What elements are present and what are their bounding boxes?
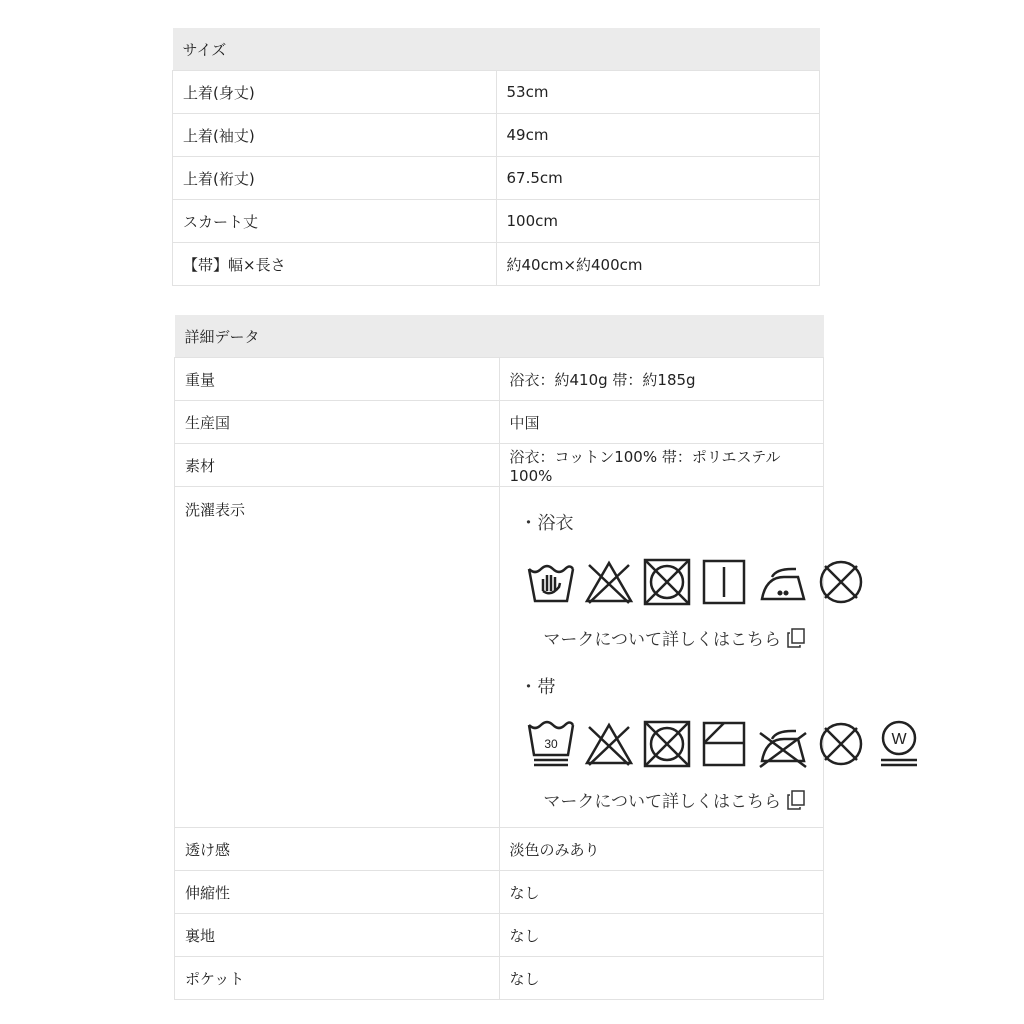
care-symbols-cell <box>499 487 907 828</box>
row-label: ポケット <box>175 957 500 1000</box>
no-tumble-dry-icon <box>642 557 692 607</box>
size-table <box>172 28 820 286</box>
table-row <box>173 157 820 200</box>
row-label: 上着(身丈) <box>173 71 497 114</box>
care-info-link[interactable] <box>543 625 805 650</box>
wash-30-gentle-icon <box>526 719 576 769</box>
yukata-care-icons <box>526 557 866 607</box>
drip-dry-shade-icon <box>700 719 750 769</box>
table-row <box>175 401 824 444</box>
iron-low-icon <box>758 557 808 607</box>
row-value: 約40cm×約400cm <box>496 243 820 286</box>
table-row <box>173 200 820 243</box>
line-dry-icon <box>700 557 750 607</box>
table-row <box>175 871 824 914</box>
no-iron-icon <box>758 719 808 769</box>
table-row <box>173 243 820 286</box>
no-tumble-dry-icon <box>642 719 692 769</box>
no-dry-clean-icon <box>816 557 866 607</box>
table-row <box>173 114 820 157</box>
no-bleach-icon <box>584 719 634 769</box>
no-dry-clean-icon <box>816 719 866 769</box>
row-value: 中国 <box>499 401 824 444</box>
table-row <box>175 957 824 1000</box>
row-value: 浴衣：約410g 帯：約185g <box>499 358 824 401</box>
row-value: 49cm <box>496 114 820 157</box>
row-label: 生産国 <box>175 401 500 444</box>
table-row <box>173 71 820 114</box>
row-label: 重量 <box>175 358 500 401</box>
size-table-header: サイズ <box>173 28 820 71</box>
detail-table <box>174 315 907 1000</box>
table-row <box>175 358 824 401</box>
row-label: 伸縮性 <box>175 871 500 914</box>
care-info-link[interactable] <box>543 787 805 812</box>
hand-wash-icon <box>526 557 576 607</box>
care-link-text[interactable]: マークについて詳しくはこちら <box>543 630 781 650</box>
row-label: 【帯】幅×長さ <box>173 243 497 286</box>
row-value: なし <box>499 957 824 1000</box>
row-value: なし <box>499 914 824 957</box>
wash-temp-label: 30 <box>543 737 558 751</box>
care-link-text[interactable]: マークについて詳しくはこちら <box>543 792 781 812</box>
obi-care-title: ・帯 <box>519 677 556 698</box>
table-row <box>175 444 824 487</box>
care-row <box>175 487 824 828</box>
table-row <box>175 914 824 957</box>
row-label: 透け感 <box>175 828 500 871</box>
row-value: 53cm <box>496 71 820 114</box>
row-label: 上着(裄丈) <box>173 157 497 200</box>
yukata-care-title: ・浴衣 <box>519 513 574 534</box>
detail-table-header: 詳細データ <box>175 315 824 358</box>
wet-letter: W <box>890 731 907 748</box>
external-window-icon <box>787 628 805 648</box>
care-label: 洗濯表示 <box>175 487 500 828</box>
row-value: 100cm <box>496 200 820 243</box>
row-label: 裏地 <box>175 914 500 957</box>
row-value: なし <box>499 871 824 914</box>
obi-care-icons <box>526 719 924 769</box>
row-value: 67.5cm <box>496 157 820 200</box>
no-bleach-icon <box>584 557 634 607</box>
row-label: スカート丈 <box>173 200 497 243</box>
table-row <box>175 828 824 871</box>
row-value: 浴衣：コットン100% 帯：ポリエステル100% <box>499 444 824 487</box>
row-label: 素材 <box>175 444 500 487</box>
row-label: 上着(袖丈) <box>173 114 497 157</box>
external-window-icon <box>787 790 805 810</box>
wet-clean-gentle-icon <box>874 719 924 769</box>
row-value: 淡色のみあり <box>499 828 824 871</box>
